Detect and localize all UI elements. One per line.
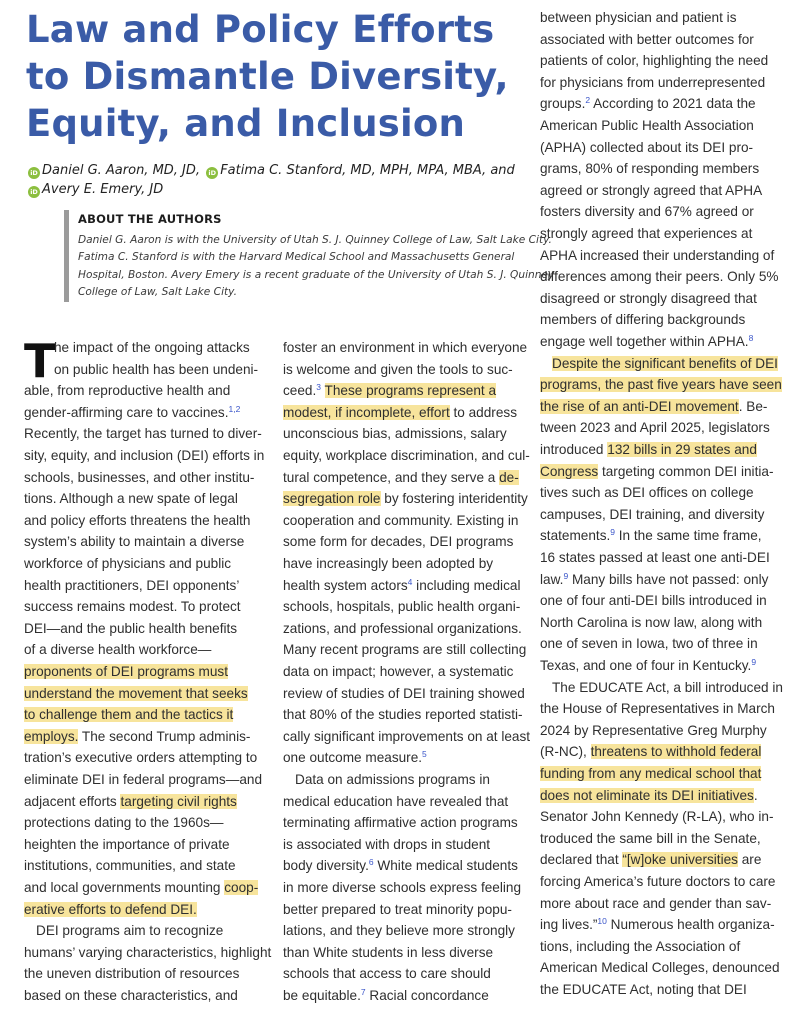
text-run: disagreed or strongly disagreed that (540, 290, 757, 306)
text-run: to address (449, 404, 517, 420)
text-run: statements. (540, 528, 611, 544)
text-line (283, 445, 530, 466)
article-title (26, 6, 509, 147)
text-line (24, 985, 238, 1006)
text-line (540, 7, 737, 28)
text-line (540, 396, 767, 417)
text-run: associated with better outcomes for (540, 31, 754, 47)
text-run: unconscious bias, admissions, salary (283, 426, 507, 442)
text-line (540, 482, 754, 503)
text-run: between physician and patient is (540, 10, 737, 25)
text-line (24, 445, 264, 466)
text-run: Texas, and one of four in Kentucky. (540, 658, 752, 673)
footnote-ref[interactable]: 2 (585, 95, 591, 106)
text-line (540, 655, 756, 676)
text-run: than White students in less diverse (283, 944, 494, 960)
text-line (24, 791, 237, 812)
highlight: funding from any medical school that (540, 766, 762, 781)
text-line (540, 785, 758, 806)
text-run: schools, businesses, and other institu- (24, 469, 255, 485)
highlight: segregation role (283, 491, 381, 507)
text-run: groups. (540, 96, 586, 112)
highlight: does not eliminate its DEI initiatives (540, 787, 754, 803)
title-line: Equity, and Inclusion (26, 102, 466, 145)
text-run: 2024 by Representative Greg Murphy (540, 722, 767, 738)
text-run: differences among their peers. Only 5% (540, 269, 779, 285)
text-line (540, 374, 782, 395)
text-line (540, 504, 764, 525)
highlight: Congress (540, 463, 599, 479)
text-line (283, 726, 530, 747)
text-line (552, 353, 778, 374)
text-line (283, 618, 522, 639)
text-run: protections dating to the 1960s— (24, 815, 224, 831)
text-run: grams, 80% of responding members (540, 161, 760, 177)
text-run: health practitioners, DEI opponents’ (24, 577, 240, 593)
text-line (540, 763, 761, 784)
text-run: According to 2021 data the (590, 96, 756, 112)
text-line (540, 914, 775, 935)
text-run: The second Trump adminis- (78, 728, 251, 744)
text-line (540, 720, 767, 741)
highlight: “[w]oke universities (622, 852, 738, 868)
text-line (283, 963, 491, 984)
footnote-ref[interactable]: 9 (563, 570, 569, 581)
text-run: ing lives.” (540, 917, 598, 933)
text-line (540, 158, 759, 179)
text-line (540, 93, 756, 114)
text-run: targeting common DEI initia- (598, 463, 774, 479)
text-line (283, 359, 513, 380)
orcid-icon[interactable]: iD (28, 186, 40, 198)
text-run: some form for decades, DEI programs (283, 534, 514, 550)
text-run: one of four anti-DEI bills introduced in (540, 593, 767, 609)
text-run: patients of color, highlighting the need (540, 53, 769, 69)
highlight: modest, if incomplete, effort (283, 404, 450, 420)
author-line (26, 161, 515, 180)
text-run: in more diverse schools express feeling (283, 880, 522, 895)
text-run: Racial concordance (365, 988, 489, 1003)
text-run: are (737, 852, 762, 868)
footnote-ref[interactable]: 8 (748, 333, 754, 343)
text-run: able, from reproductive health and (24, 383, 231, 399)
text-line (24, 726, 250, 747)
text-run: campuses, DEI training, and diversity (540, 506, 765, 522)
text-run: eliminate DEI in federal programs—and (24, 772, 263, 787)
text-line (283, 812, 518, 833)
text-run: and local governments mounting (24, 880, 225, 895)
text-run: be equitable. (283, 988, 361, 1003)
text-line (540, 266, 779, 287)
text-line (540, 50, 768, 71)
text-run: one outcome measure. (283, 750, 423, 766)
about-line: College of Law, Salt Lake City. (78, 286, 237, 299)
text-run: law. (540, 571, 564, 587)
text-run: 16 states passed at least one anti-DEI (540, 550, 770, 565)
text-run: of a diverse health workforce— (24, 642, 212, 658)
text-run: White medical students (373, 858, 518, 874)
footnote-ref[interactable]: 3 (316, 382, 321, 393)
text-line (540, 828, 761, 849)
text-line (24, 618, 237, 639)
text-line (54, 337, 250, 358)
text-run: fosters diversity and 67% agreed or (540, 204, 754, 220)
text-run: better prepared to treat minority popu- (283, 901, 512, 917)
text-line (283, 402, 517, 423)
text-line (283, 942, 493, 963)
footnote-ref[interactable]: 4 (407, 576, 413, 587)
text-line (283, 877, 521, 898)
highlight: Despite the significant benefits of DEI (552, 355, 778, 371)
text-run: the House of Representatives in March (540, 701, 775, 717)
about-heading: ABOUT THE AUTHORS (78, 212, 222, 226)
about-line: Daniel G. Aaron is with the University of Utah S. J. Quinney College of Law, Salt Lake City. (78, 234, 552, 246)
text-line (283, 639, 526, 660)
highlight: understand the movement that seeks (24, 685, 248, 701)
footnote-ref[interactable]: 5 (422, 749, 427, 760)
text-run: DEI—and the public health benefits (24, 620, 238, 636)
highlight: targeting civil rights (120, 793, 237, 809)
highlight: threatens to withhold federal (590, 744, 762, 760)
text-run: American Public Health Association (540, 118, 754, 133)
text-run: schools, hospitals, public health organi- (283, 599, 521, 615)
text-line (540, 590, 767, 611)
text-line (283, 423, 507, 444)
highlight: These programs represent a (324, 383, 497, 399)
text-run: have increasingly been adopted by (283, 556, 494, 571)
text-line (540, 417, 770, 438)
text-run: strongly agreed that experiences at (540, 226, 753, 241)
highlight: erative efforts to defend DEI. (24, 901, 197, 917)
text-run: DEI programs aim to recognize (36, 923, 224, 939)
text-line (283, 791, 508, 812)
text-line (36, 920, 223, 941)
text-line (283, 380, 496, 401)
text-line (283, 510, 519, 531)
highlight: de- (499, 469, 519, 485)
text-run: equity, workplace discrimination, and cul- (283, 448, 530, 463)
text-line (24, 467, 254, 488)
text-run: the EDUCATE Act, noting that DEI (540, 982, 747, 997)
author-name[interactable]: Daniel G. Aaron, MD, JD, (42, 163, 201, 178)
text-line (540, 806, 773, 827)
text-run: the uneven distribution of resources (24, 966, 240, 982)
highlight: employs. (24, 728, 79, 744)
text-line (540, 180, 762, 201)
text-run: body diversity. (283, 858, 369, 874)
text-line (540, 137, 753, 158)
text-line (283, 553, 493, 574)
text-run: adjacent efforts (24, 793, 121, 809)
text-line (540, 331, 753, 352)
footnote-ref[interactable]: 10 (597, 916, 607, 927)
text-run: and policy efforts threatens the health (24, 512, 251, 528)
text-line (540, 698, 775, 719)
orcid-icon[interactable]: iD (206, 167, 218, 179)
text-run: tions, including the Association of (540, 938, 741, 954)
drop-cap: T (24, 334, 56, 388)
text-line (283, 683, 525, 704)
text-run: schools that access to care should (283, 966, 491, 982)
text-run: Data on admissions programs in (295, 772, 490, 787)
text-line (24, 899, 197, 920)
text-run: tions. Although a new spate of legal (24, 491, 238, 507)
text-line (283, 531, 513, 552)
text-line (283, 855, 518, 876)
title-line: Law and Policy Efforts (26, 8, 495, 51)
text-run: engage well together within APHA. (540, 334, 749, 349)
text-run: health system actors (283, 577, 408, 593)
text-line (24, 423, 262, 444)
text-run: medical education have revealed that (283, 793, 509, 809)
text-line (283, 920, 515, 941)
text-line (24, 963, 239, 984)
text-line (24, 553, 231, 574)
text-run: by fostering interidentity (380, 491, 528, 507)
text-run: (APHA) collected about its DEI pro- (540, 139, 754, 155)
text-run: Many recent programs are still collecting (283, 642, 527, 658)
highlight: proponents of DEI programs must (24, 664, 228, 679)
text-run: ceed. (283, 383, 317, 399)
text-run: system’s ability to maintain a diverse (24, 534, 245, 550)
text-line (540, 633, 758, 654)
text-run: . (753, 787, 758, 803)
text-line (540, 979, 747, 1000)
highlight: the rise of an anti-DEI movement (540, 398, 739, 414)
text-line (24, 683, 248, 704)
text-run: one of seven in Iowa, two of three in (540, 636, 758, 652)
text-run: based on these characteristics, and (24, 988, 238, 1003)
text-run: members of differing backgrounds (540, 312, 746, 328)
text-line (24, 747, 257, 768)
about-the-authors-box (64, 210, 555, 302)
highlight: coop- (224, 880, 259, 895)
text-line (24, 855, 236, 876)
text-line (540, 461, 773, 482)
author-name[interactable]: Avery E. Emery, JD (42, 182, 164, 197)
text-line (283, 704, 523, 725)
author-list (26, 161, 515, 199)
text-run: for physicians from underrepresented (540, 74, 766, 90)
text-line (24, 380, 230, 401)
text-run (321, 383, 325, 398)
text-line (24, 769, 262, 790)
text-run: zations, and professional organizations. (283, 620, 522, 636)
text-run: APHA increased their understanding of (540, 247, 775, 263)
orcid-icon[interactable]: iD (28, 167, 40, 179)
text-run: tives such as DEI offices on college (540, 485, 754, 501)
text-run: gender-affirming care to vaccines. (24, 404, 229, 420)
text-run: tration’s executive orders attempting to (24, 750, 258, 766)
footnote-ref[interactable]: 9 (610, 527, 615, 538)
text-line (283, 596, 520, 617)
title-line: to Dismantle Diversity, (26, 55, 509, 98)
text-line (540, 309, 745, 330)
text-line (24, 402, 240, 423)
text-line (24, 488, 238, 509)
text-line (283, 661, 513, 682)
text-line (540, 957, 780, 978)
text-line (540, 569, 768, 590)
text-line (540, 201, 754, 222)
text-run: institutions, communities, and state (24, 858, 236, 874)
text-line (540, 525, 762, 546)
text-run: Many bills have not passed: only (568, 571, 769, 587)
text-line (24, 877, 258, 898)
text-line (552, 677, 783, 698)
text-line (24, 834, 230, 855)
text-run: humans’ varying characteristics, highlight (24, 944, 272, 960)
text-run: on public health has been undeni- (54, 361, 259, 377)
text-line (283, 834, 490, 855)
text-line (540, 893, 771, 914)
text-line (540, 871, 775, 892)
text-run: Senator John Kennedy (R-LA), who in- (540, 809, 774, 825)
text-run: forcing America’s future doctors to care (540, 874, 776, 889)
text-run: foster an environment in which everyone (283, 340, 528, 355)
text-run: American Medical Colleges, denounced (540, 960, 780, 976)
text-run: (R-NC), (540, 744, 591, 760)
footnote-ref[interactable]: 6 (368, 857, 374, 868)
text-run: data on impact; however, a systematic (283, 664, 514, 679)
text-run: Numerous health organiza- (606, 917, 775, 933)
text-run: troduced the same bill in the Senate, (540, 830, 761, 846)
text-line (283, 899, 512, 920)
text-run: declared that (540, 852, 623, 868)
text-line (24, 639, 211, 660)
text-run: . Be- (738, 398, 768, 414)
text-line (24, 575, 239, 596)
footnote-ref[interactable]: 9 (751, 657, 757, 667)
author-line (26, 180, 515, 199)
text-line (24, 531, 244, 552)
text-run: In the same time frame, (615, 528, 762, 544)
text-line (24, 942, 271, 963)
highlight: to challenge them and the tactics it (24, 707, 234, 723)
text-line (540, 849, 761, 870)
text-run: including medical (412, 577, 521, 593)
text-line (540, 288, 757, 309)
text-line (540, 245, 774, 266)
text-line (540, 29, 754, 50)
text-run: introduced (540, 442, 608, 457)
text-run: lations, and they believe more strongly (283, 923, 515, 939)
text-run: workforce of physicians and public (24, 556, 232, 571)
footnote-ref[interactable]: 1,2 (228, 403, 241, 414)
text-line (283, 985, 489, 1006)
about-text (78, 232, 555, 302)
text-line (540, 612, 762, 633)
text-line (540, 439, 757, 460)
text-run: review of studies of DEI training showed (283, 685, 525, 701)
text-run: tween 2023 and April 2025, legislators (540, 420, 770, 436)
text-run: cooperation and community. Existing in (283, 512, 519, 528)
text-run: he impact of the ongoing attacks (54, 340, 250, 355)
text-line (540, 115, 754, 136)
about-line: Fatima C. Stanford is with the Harvard Medical School and Massachusetts General (78, 251, 515, 264)
text-line (283, 747, 427, 768)
about-line: Hospital, Boston. Avery Emery is a recent graduate of the University of Utah S. J. Quinney (78, 268, 555, 281)
text-run: is welcome and given the tools to suc- (283, 361, 513, 377)
text-line (54, 359, 258, 380)
footnote-ref[interactable]: 7 (360, 987, 366, 997)
text-line (283, 467, 519, 488)
text-run: terminating affirmative action programs (283, 815, 518, 831)
text-run: tural competence, and they serve a (283, 469, 500, 485)
text-line (24, 596, 241, 617)
text-line (24, 704, 233, 725)
text-run: is associated with drops in student (283, 836, 491, 852)
text-run: cally significant improvements on at least (283, 728, 531, 744)
text-line (283, 488, 528, 509)
text-line (540, 741, 761, 762)
text-run: that 80% of the studies reported statisti- (283, 707, 523, 723)
text-line (24, 812, 224, 833)
text-line (540, 223, 752, 244)
text-run: Recently, the target has turned to diver- (24, 426, 262, 442)
text-run: more about race and gender than sav- (540, 895, 772, 911)
author-name[interactable]: Fatima C. Stanford, MD, MPH, MPA, MBA, and (220, 163, 515, 178)
text-run: agreed or strongly agreed that APHA (540, 182, 763, 198)
text-run: The EDUCATE Act, a bill introduced in (552, 679, 783, 695)
text-run: success remains modest. To protect (24, 599, 241, 615)
highlight: programs, the past five years have seen (540, 377, 782, 393)
text-run: heighten the importance of private (24, 836, 230, 852)
text-run: North Carolina is now law, along with (540, 614, 763, 630)
text-run: sity, equity, and inclusion (DEI) efforts in (24, 448, 265, 463)
text-line (295, 769, 490, 790)
text-line (283, 337, 527, 358)
text-line (540, 72, 765, 93)
text-line (24, 510, 250, 531)
text-line (540, 547, 770, 568)
text-line (24, 661, 228, 682)
text-line (283, 575, 520, 596)
text-line (540, 936, 740, 957)
highlight: 132 bills in 29 states and (607, 442, 757, 457)
